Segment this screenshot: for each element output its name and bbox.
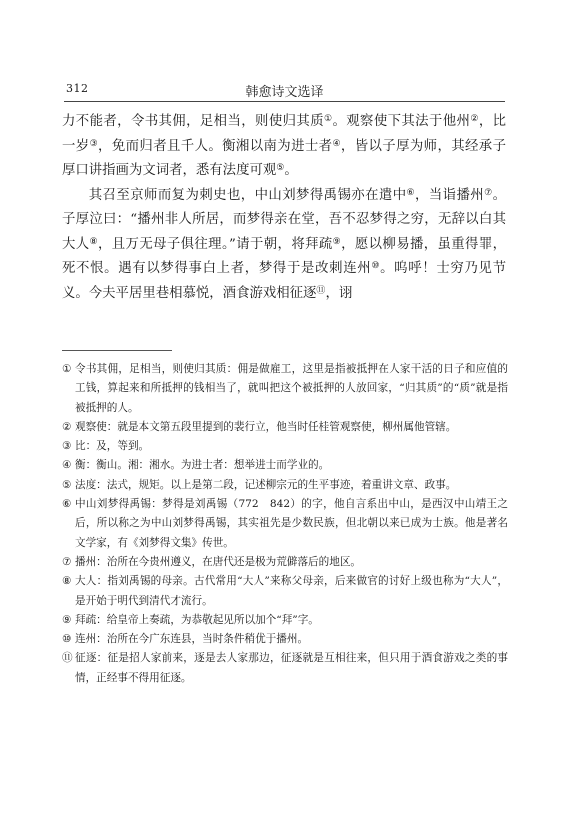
paragraph-1 [62, 110, 506, 184]
footnote-ref: ⑦ [484, 187, 493, 198]
text-run: 。观察使下其法于他州 [332, 114, 471, 129]
footnote-ref: ④ [332, 138, 341, 149]
footnote-mark: ⑤ [62, 478, 72, 491]
footnote-2 [62, 418, 508, 437]
footnote-7 [62, 553, 508, 572]
page-header [64, 79, 505, 102]
footnote-text: 比：及，等到。 [75, 440, 150, 453]
footnote-ref: ⑨ [332, 236, 342, 247]
footnote-mark: ③ [62, 440, 72, 453]
text-run: ，诩 [325, 285, 353, 301]
text-run: ，比一岁 [62, 114, 506, 154]
footnote-11 [62, 649, 508, 688]
main-text [62, 110, 506, 306]
footnote-text: 观察使：就是本文第五段里提到的裴行立，他当时任桂管观察使，柳州属他管辖。 [75, 420, 457, 433]
footnote-8 [62, 572, 508, 611]
text-run: ，皆以子厚为师，其经承子厚口讲指画为文词者，悉有法度可观 [62, 138, 506, 178]
footnote-text: 连州：治所在今广东连县，当时条件稍优于播州。 [75, 633, 309, 646]
footnote-mark: ⑨ [62, 613, 72, 626]
footnotes [62, 360, 508, 688]
footnote-text: 令书其佣，足相当，则使归其质：佣是做雇工，这里是指被抵押在人家干活的日子和应值的工钱，算起来和所抵押的钱相当了，就叫把这个被抵押的人放回家，“归其质”的“质”就是指被抵押的人。 [75, 363, 508, 414]
footnote-mark: ① [62, 363, 72, 375]
footnote-mark: ② [62, 420, 72, 433]
footnote-text: 播州：治所在今贵州遵义，在唐代还是极为荒僻落后的地区。 [75, 555, 362, 568]
footnote-divider [62, 350, 172, 351]
footnote-4 [62, 456, 508, 475]
text-run: ，愿以柳易播，虽重得罪，死不恨。遇有以梦得事白上者，梦得于是改刺连州 [62, 236, 506, 276]
footnote-text: 拜疏：给皇帝上奏疏，为恭敬起见所以加个“拜”字。 [75, 613, 319, 626]
footnote-ref: ⑥ [406, 187, 416, 198]
footnote-mark: ⑪ [62, 652, 73, 665]
footnote-9 [62, 611, 508, 630]
footnote-text: 大人：指刘禹锡的母亲。古代常用“大人”来称父母亲，后来做官的讨好上级也称为“大人”，是开始于明代到清代才流行。 [75, 575, 508, 607]
footnote-ref: ③ [89, 138, 99, 149]
footnote-ref: ⑧ [89, 236, 98, 247]
footnote-text: 法度：法式，规矩。以上是第二段，记述柳宗元的生平事迹，着重讲文章、政事。 [75, 478, 457, 491]
footnote-ref: ⑪ [316, 285, 326, 296]
footnote-mark: ⑩ [62, 633, 72, 646]
text-run: ，且万无母子俱往理。”请于朝，将拜疏 [98, 236, 333, 252]
text-run: ，免而归者且千人。衡湘以南为进士者 [98, 138, 333, 154]
text-run: 。子厚泣曰：“播州非人所居，而梦得亲在堂，吾不忍梦得之穷，无辞以白其大人 [62, 187, 506, 252]
paragraph-2 [62, 184, 506, 307]
footnote-1 [62, 360, 508, 418]
footnote-text: 征逐：征是招人家前来，逐是去人家那边，征逐就是互相往来，但只用于酒食游戏之类的事情，正经事不得用征逐。 [75, 652, 508, 684]
page-number: 312 [66, 82, 89, 95]
text-run: 。 [284, 163, 298, 178]
footnote-text: 中山刘梦得禹锡：梦得是刘禹锡（772 842）的字，他自言系出中山，是西汉中山靖王之后，所以称之为中山刘梦得禹锡，其实祖先是少数民族，但北朝以来已成为士族。他是著名文学家，有《刘梦得文集》传世。 [75, 498, 508, 549]
text-run: ，当诣播州 [415, 187, 485, 203]
text-run: 力不能者，令书其佣，足相当，则使归其质 [62, 114, 324, 129]
footnote-mark: ⑥ [62, 498, 72, 511]
text-run: 其召至京师而复为刺史也，中山刘梦得禹锡亦在遣中 [88, 187, 407, 203]
footnote-mark: ⑧ [62, 575, 72, 588]
footnote-mark: ④ [62, 459, 72, 472]
footnote-ref: ⑤ [276, 163, 285, 173]
footnote-mark: ⑦ [62, 555, 72, 568]
footnote-3 [62, 437, 508, 456]
footnote-ref: ① [323, 114, 333, 124]
text-run: 。呜呼！士穷乃见节义。今夫平居里巷相慕悦，酒食游戏相征逐 [62, 261, 507, 301]
footnote-ref: ⑩ [371, 261, 381, 271]
footnote-5 [62, 476, 508, 495]
running-title: 韩愈诗文选译 [245, 85, 324, 100]
footnote-text: 衡：衡山。湘：湘水。为进士者：想举进士而学业的。 [75, 459, 330, 472]
footnote-ref: ② [470, 114, 479, 124]
footnote-6 [62, 495, 508, 553]
footnote-10 [62, 630, 508, 649]
